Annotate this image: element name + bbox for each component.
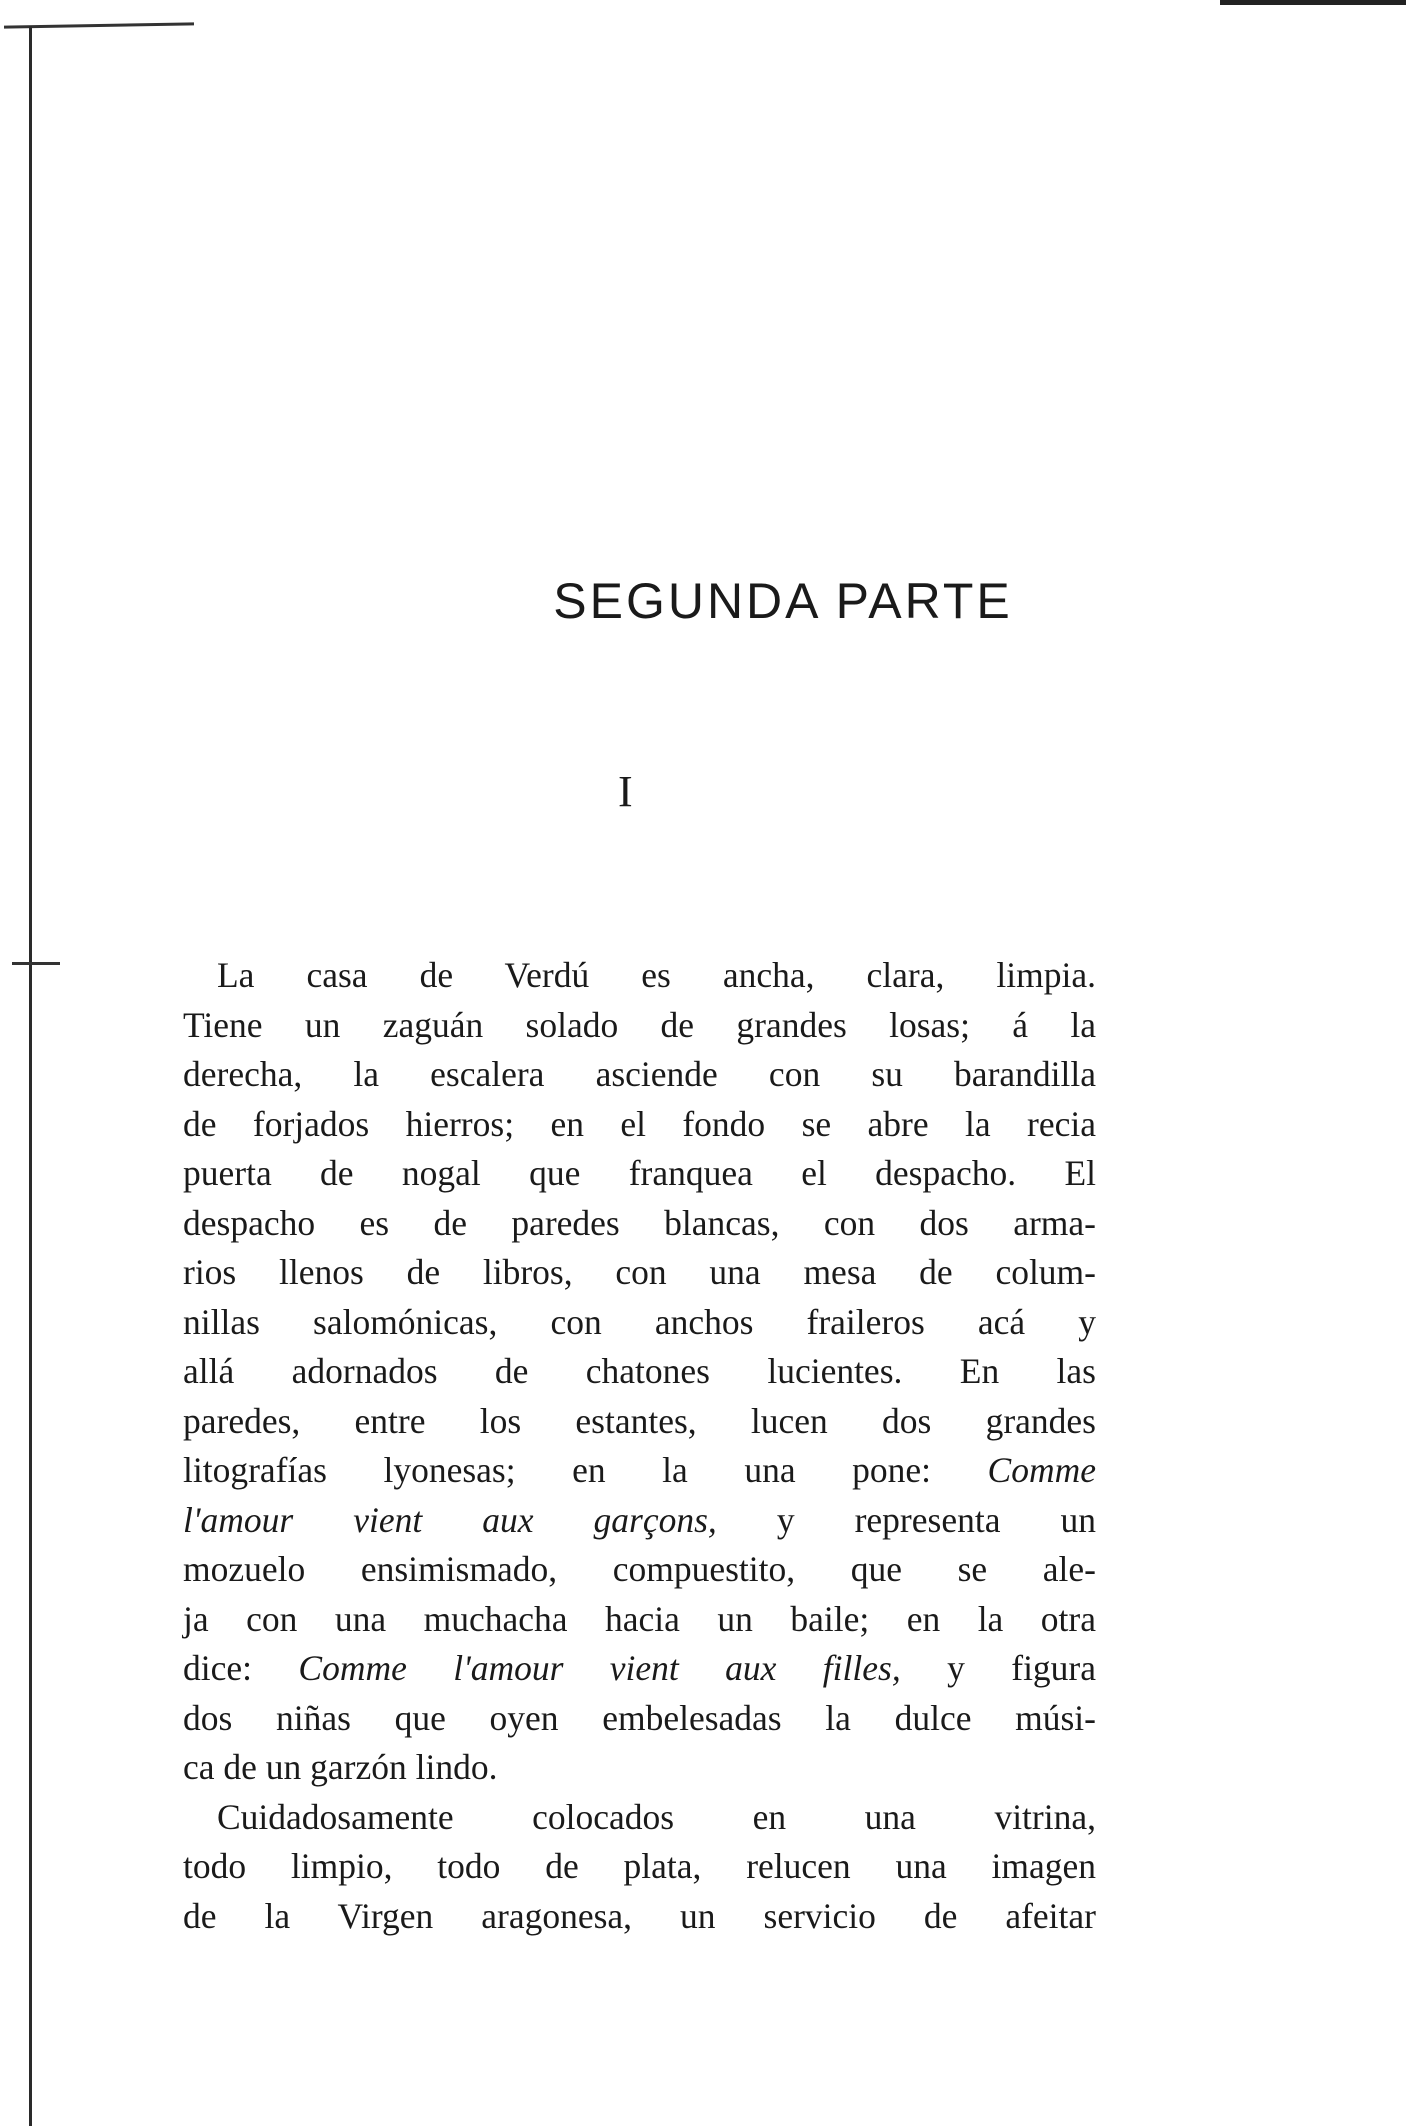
italic-text: l'amour vient aux garçons, bbox=[183, 1499, 717, 1540]
text-line bbox=[183, 1149, 1096, 1199]
text-segment: litografías lyonesas; en la una pone: bbox=[183, 1450, 988, 1490]
text-segment: mozuelo ensimismado, compuestito, que se ale- bbox=[183, 1549, 1096, 1589]
text-line bbox=[183, 1793, 1096, 1843]
text-line bbox=[183, 1644, 1096, 1694]
text-segment: puerta de nogal que franquea el despacho. El bbox=[183, 1153, 1096, 1193]
text-segment: rios llenos de libros, con una mesa de colum- bbox=[183, 1252, 1096, 1292]
text-segment: y representa un bbox=[716, 1499, 1096, 1540]
text-segment: derecha, la escalera asciende con su barandilla bbox=[183, 1054, 1096, 1094]
text-line bbox=[183, 1347, 1096, 1397]
text-segment: ja con una muchacha hacia un baile; en la otra bbox=[183, 1598, 1096, 1639]
italic-text: Comme bbox=[987, 1450, 1096, 1490]
text-segment: paredes, entre los estantes, lucen dos grandes bbox=[183, 1400, 1096, 1441]
text-segment: dice: bbox=[183, 1648, 299, 1688]
italic-text: Comme l'amour vient aux filles, bbox=[298, 1648, 901, 1688]
scan-edge-binding bbox=[29, 26, 32, 2126]
text-segment: ca de un garzón lindo. bbox=[183, 1747, 498, 1787]
text-line bbox=[183, 1100, 1096, 1150]
scan-edge-corner bbox=[1220, 0, 1406, 5]
text-line bbox=[183, 951, 1096, 1001]
text-segment: Cuidadosamente colocados en una vitrina, bbox=[217, 1796, 1096, 1837]
text-line bbox=[183, 1694, 1096, 1744]
text-line bbox=[183, 1298, 1096, 1348]
text-line bbox=[183, 1892, 1096, 1942]
text-line bbox=[183, 1397, 1096, 1447]
scan-edge-top bbox=[4, 22, 194, 28]
scan-edge-mark bbox=[12, 962, 60, 965]
text-line bbox=[183, 1001, 1096, 1051]
text-line bbox=[183, 1199, 1096, 1249]
body-text bbox=[183, 951, 1096, 1941]
text-line bbox=[183, 1545, 1096, 1595]
text-segment: despacho es de paredes blancas, con dos arma- bbox=[183, 1202, 1096, 1243]
text-line bbox=[183, 1446, 1096, 1496]
text-line bbox=[183, 1050, 1096, 1100]
text-line bbox=[183, 1595, 1096, 1645]
text-line bbox=[183, 1842, 1096, 1892]
text-segment: de forjados hierros; en el fondo se abre la recia bbox=[183, 1103, 1096, 1144]
chapter-number: I bbox=[618, 767, 633, 816]
part-title: SEGUNDA PARTE bbox=[553, 573, 1013, 629]
text-segment: y figura bbox=[900, 1648, 1097, 1688]
text-line bbox=[183, 1496, 1096, 1546]
text-segment: Tiene un zaguán solado de grandes losas; á la bbox=[183, 1004, 1096, 1045]
text-segment: allá adornados de chatones lucientes. En las bbox=[183, 1351, 1096, 1391]
text-segment: nillas salomónicas, con anchos fraileros acá y bbox=[183, 1301, 1096, 1342]
text-line bbox=[183, 1743, 1096, 1793]
text-segment: todo limpio, todo de plata, relucen una imagen bbox=[183, 1846, 1096, 1886]
text-segment: de la Virgen aragonesa, un servicio de afeitar bbox=[183, 1895, 1096, 1936]
text-segment: La casa de Verdú es ancha, clara, limpia. bbox=[217, 955, 1096, 995]
text-line bbox=[183, 1248, 1096, 1298]
text-segment: dos niñas que oyen embelesadas la dulce músi- bbox=[183, 1697, 1096, 1738]
